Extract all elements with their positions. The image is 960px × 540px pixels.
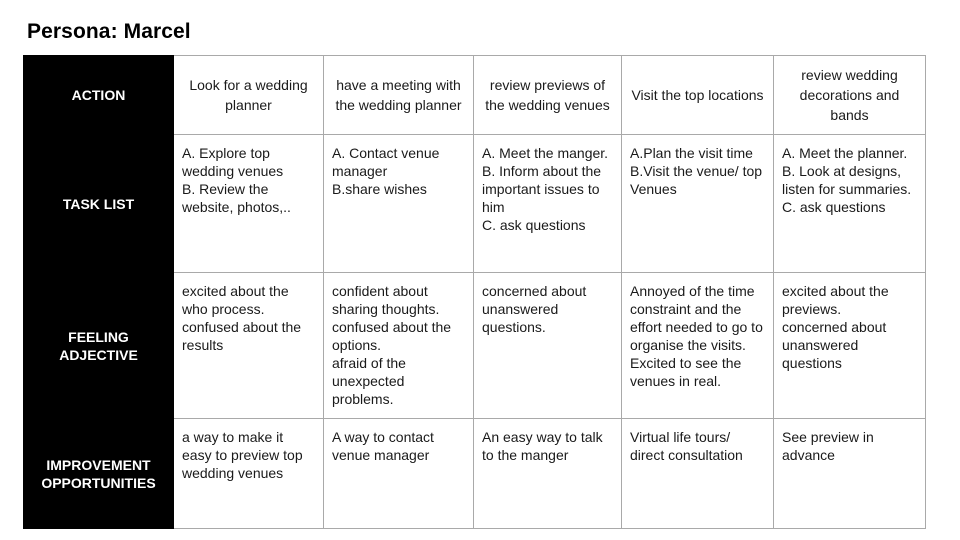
table-cell: A. Meet the planner. B. Look at designs, listen for summaries. C. ask questions [774, 135, 926, 273]
row-header-improvement-opportunities: IMPROVEMENT OPPORTUNITIES [24, 419, 174, 529]
table-cell: An easy way to talk to the manger [474, 419, 622, 529]
table-row [24, 56, 926, 135]
page-title: Persona: Marcel [27, 20, 191, 43]
table-row [24, 135, 926, 273]
table-cell: Visit the top locations [622, 56, 774, 135]
table-cell: Look for a wedding planner [174, 56, 324, 135]
table-cell: have a meeting with the wedding planner [324, 56, 474, 135]
table-cell: concerned about unanswered questions. [474, 273, 622, 419]
table-cell: A. Contact venue manager B.share wishes [324, 135, 474, 273]
table-row [24, 419, 926, 529]
row-header-action: ACTION [24, 56, 174, 135]
row-header-feeling-adjective: FEELING ADJECTIVE [24, 273, 174, 419]
table-cell: A. Explore top wedding venues B. Review the website, photos,.. [174, 135, 324, 273]
journey-map-table [23, 55, 926, 529]
table-cell: Virtual life tours/ direct consultation [622, 419, 774, 529]
table-cell: A way to contact venue manager [324, 419, 474, 529]
table-cell: review wedding decorations and bands [774, 56, 926, 135]
table-cell: confident about sharing thoughts. confused about the options. afraid of the unexpected problems. [324, 273, 474, 419]
table-cell: excited about the who process. confused about the results [174, 273, 324, 419]
table-cell: Annoyed of the time constraint and the effort needed to go to organise the visits. Excited to see the venues in real. [622, 273, 774, 419]
table-cell: See preview in advance [774, 419, 926, 529]
table-cell: a way to make it easy to preview top wedding venues [174, 419, 324, 529]
row-header-task-list: TASK LIST [24, 135, 174, 273]
table-cell: A.Plan the visit time B.Visit the venue/ top Venues [622, 135, 774, 273]
table-row [24, 273, 926, 419]
table-cell: excited about the previews. concerned about unanswered questions [774, 273, 926, 419]
table-cell: review previews of the wedding venues [474, 56, 622, 135]
table-cell: A. Meet the manger. B. Inform about the important issues to him C. ask questions [474, 135, 622, 273]
